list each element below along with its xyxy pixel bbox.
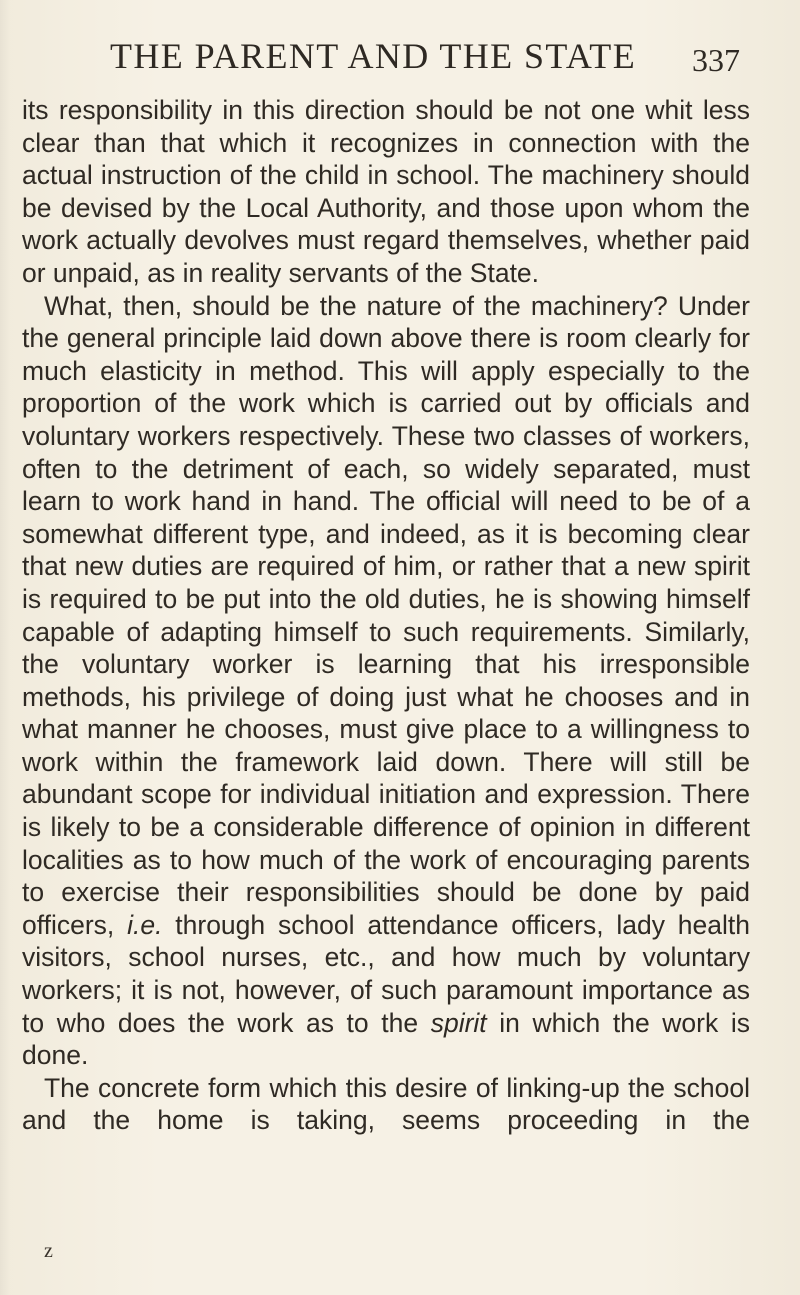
paragraph-3	[22, 1072, 750, 1137]
signature-mark: z	[44, 1240, 53, 1262]
paragraph-2-text-after-ie: through school attendance officers, lady health visitors, school nurses, etc., and how much by voluntary workers; it is not, however, of such paramount importance as to who does the work as to the	[22, 909, 750, 1038]
paragraph-2-text-end: in which the work is done.	[22, 1007, 750, 1071]
body-text	[22, 94, 750, 1137]
paragraph-2-ie: i.e.	[127, 909, 163, 940]
page-number: 337	[692, 42, 740, 78]
paragraph-3-text: The concrete form which this desire of linking-up the school and the home is taking, seems proceeding in the	[22, 1072, 750, 1136]
paragraph-2-emphasis: spirit	[430, 1007, 487, 1038]
paragraph-2-text: What, then, should be the nature of the machinery? Under the general principle laid down above there is room clearly for much elasticity in method. This will apply especially to the proportion of the work which is carried out by officials and voluntary workers respectively. These two classes of workers, often to the detriment of each, so widely separated, must learn to work hand in hand. The official will need to be of a somewhat different type, and indeed, as it is becoming clear that new duties are required of him, or rather that a new spirit is required to be put into the old duties, he is showing himself capable of adapting himself to such requirements. Similarly, the voluntary worker is learning that his irresponsible methods, his privilege of doing just what he chooses and in what manner he chooses, must give place to a willingness to work within the framework laid down. There will still be abundant scope for individual initiation and expression. There is likely to be a considerable difference of opinion in different localities as to how much of the work of encouraging parents to exercise their responsibilities should be done by paid officers,	[22, 290, 750, 940]
paragraph-1-text: its responsibility in this direction should be not one whit less clear than that which it recognizes in connection with the actual instruction of the child in school. The machinery should be devised by the Local Authority, and those upon whom the work actually devolves must regard themselves, whether paid or unpaid, as in reality servants of the State.	[22, 95, 750, 288]
paragraph-1	[22, 94, 750, 290]
paragraph-2	[22, 290, 750, 1072]
page-header	[100, 30, 740, 82]
page-edge-shadow	[0, 0, 10, 1295]
running-head: THE PARENT AND THE STATE	[110, 36, 637, 76]
